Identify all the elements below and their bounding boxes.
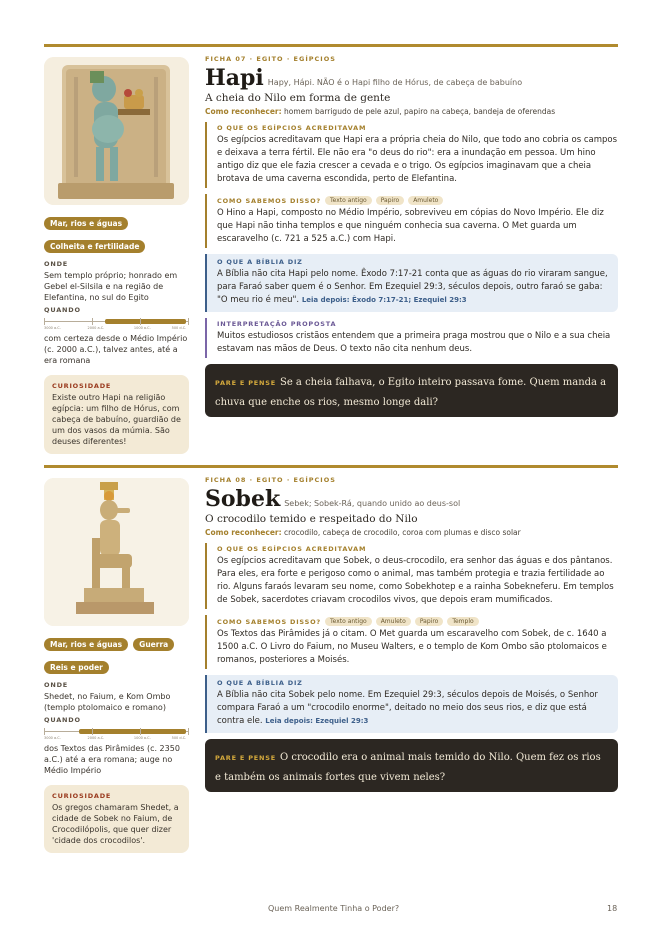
card-kicker: FICHA 08 · EGITO · EGÍPCIOS <box>205 476 336 484</box>
where-label: ONDE <box>44 260 69 268</box>
pare-label: PARE E PENSE <box>215 379 276 387</box>
card-kicker: FICHA 07 · EGITO · EGÍPCIOS <box>205 55 336 63</box>
believed-section <box>205 543 618 609</box>
card-alias: Sebek; Sobek-Rá, quando unido ao deus-sol <box>284 499 461 508</box>
evidence-label: COMO SABEMOS DISSO? <box>217 197 321 205</box>
curiosity-label: CURIOSIDADE <box>52 792 112 800</box>
pare-text: O crocodilo era o animal mais temido do Nilo. Quem fez os rios e também os animais fortes que vivem neles? <box>215 752 601 783</box>
bible-section <box>205 675 618 733</box>
sidebar <box>44 57 189 454</box>
recognize-label: Como reconhecer: <box>205 107 282 116</box>
bible-label: O QUE A BÍBLIA DIZ <box>217 679 303 687</box>
believed-text: Os egípcios acreditavam que Hapi era a própria cheia do Nilo, que todo ano cobria os campos e deixava a terra fértil. Ele não era "o deus do rio": era a inundação em pessoa. Um hino antigo diz que ele fazia crescer a cevada e o trigo. Os egípcios imaginavam que a cheia brotava de uma caverna escondida, perto de Elefantina. <box>217 135 618 184</box>
timeline-tick-label: 1000 a.C. <box>133 326 151 330</box>
tag: Reis e poder <box>44 661 109 674</box>
page-number: 18 <box>607 904 618 913</box>
tag: Mar, rios e águas <box>44 217 128 230</box>
bible-label: O QUE A BÍBLIA DIZ <box>217 258 303 266</box>
tag: Mar, rios e águas <box>44 638 128 651</box>
bible-text: A Bíblia não cita Sobek pelo nome. Em Ezequiel 29:3, séculos depois de Moisés, o Senhor compara Faraó a um "crocodilo enorme", deitado no meio dos seus rios, e diz que está contra ele. <box>217 690 598 726</box>
card-title: Sobek <box>205 486 281 512</box>
recognize-text: homem barrigudo de pele azul, papiro na cabeça, bandeja de oferendas <box>281 107 556 116</box>
bible-reference-link[interactable]: Leia depois: Êxodo 7:17-21; Ezequiel 29:3 <box>301 296 467 304</box>
where-text: Shedet, no Faium, e Kom Ombo (templo ptolomaico e romano) <box>44 692 171 712</box>
timeline <box>44 727 189 741</box>
main-content <box>205 476 618 792</box>
curiosity-box <box>44 375 189 454</box>
pare-text: Se a cheia falhava, o Egito inteiro passava fome. Quem manda a chuva que enche os rios, mesmo longe dali? <box>215 377 607 408</box>
when-text: dos Textos das Pirâmides (c. 2350 a.C.) até a era romana; auge no Médio Império <box>44 744 180 775</box>
footer-title: Quem Realmente Tinha o Poder? <box>268 904 400 913</box>
source-pill: Templo <box>447 617 478 626</box>
top-rule <box>44 44 618 47</box>
evidence-section <box>205 615 618 669</box>
recognize-line <box>205 528 618 537</box>
timeline-tick-label: 1000 a.C. <box>133 736 151 740</box>
curiosity-label: CURIOSIDADE <box>52 382 112 390</box>
evidence-text: Os Textos das Pirâmides já o citam. O Met guarda um escaravelho com Sobek, de c. 1640 a 1500 a.C. O Livro do Faium, no Museu Walters, e o templo de Kom Ombo são ptolomaicos e romanos, posteriores a Moisés. <box>217 629 607 665</box>
timeline-tick-label: 500 d.C. <box>171 326 187 330</box>
source-pill: Texto antigo <box>325 617 372 626</box>
card-subtitle: O crocodilo temido e respeitado do Nilo <box>205 513 418 525</box>
bible-text: A Bíblia não cita Hapi pelo nome. Êxodo 7:17-21 conta que as águas do rio viraram sangue, para Faraó saber quem é o Senhor. Em Ezequiel 29:3, séculos depois, outro faraó se gaba: "O meu rio é meu". <box>217 269 608 305</box>
when-text: com certeza desde o Médio Império (c. 2000 a.C.), talvez antes, até a era romana <box>44 334 188 365</box>
timeline-tick-label: 3000 a.C. <box>44 326 61 330</box>
sidebar <box>44 478 189 853</box>
tag: Guerra <box>133 638 174 651</box>
pare-e-pense-box <box>205 739 618 792</box>
timeline-tick-label: 500 d.C. <box>171 736 187 740</box>
curiosity-text: Os gregos chamaram Shedet, a cidade de Sobek no Faium, de Crocodilópolis, que quer dizer 'cidade dos crocodilos'. <box>52 803 179 845</box>
timeline-tick-label: 2000 a.C. <box>87 736 105 740</box>
where-text: Sem templo próprio; honrado em Gebel el-Silsila e na região de Elefantina, no sul do Egito <box>44 271 178 302</box>
when-label: QUANDO <box>44 306 81 314</box>
evidence-text: O Hino a Hapi, composto no Médio Império, sobreviveu em cópias do Novo Império. Ele diz que Hapi não tinha templos e que ninguém conhecia sua caverna. O Met guarda um escaravelho (c. 721 a 525 a.C.) com Hapi. <box>217 208 604 244</box>
pare-e-pense-box <box>205 364 618 417</box>
when-label: QUANDO <box>44 716 81 724</box>
tag-list <box>44 632 189 678</box>
timeline-bar <box>105 319 186 324</box>
timeline-tick-label: 3000 a.C. <box>44 736 61 740</box>
timeline <box>44 317 189 331</box>
timeline-tick-label: 2000 a.C. <box>87 326 105 330</box>
card-title: Hapi <box>205 65 264 91</box>
source-pill: Papiro <box>376 196 405 205</box>
believed-label: O QUE OS EGÍPCIOS ACREDITAVAM <box>217 124 367 132</box>
bible-reference-link[interactable]: Leia depois: Ezequiel 29:3 <box>265 717 369 725</box>
interpretation-label: INTERPRETAÇÃO PROPOSTA <box>217 320 337 328</box>
where-label: ONDE <box>44 681 69 689</box>
believed-label: O QUE OS EGÍPCIOS ACREDITAVAM <box>217 545 367 553</box>
tag: Colheita e fertilidade <box>44 240 145 253</box>
believed-section <box>205 122 618 188</box>
source-pill: Texto antigo <box>325 196 372 205</box>
source-pill: Amuleto <box>408 196 443 205</box>
sobek-illustration <box>44 478 189 626</box>
curiosity-box <box>44 785 189 853</box>
evidence-label: COMO SABEMOS DISSO? <box>217 618 321 626</box>
bible-section <box>205 254 618 312</box>
pare-label: PARE E PENSE <box>215 754 276 762</box>
evidence-section <box>205 194 618 248</box>
card-alias: Hapy, Hápi. NÃO é o Hapi filho de Hórus, de cabeça de babuíno <box>267 78 523 87</box>
recognize-text: crocodilo, cabeça de crocodilo, coroa com plumas e disco solar <box>281 528 521 537</box>
middle-rule <box>44 465 618 468</box>
tag-list <box>44 211 189 257</box>
interpretation-section <box>205 318 618 358</box>
timeline-bar <box>79 729 186 734</box>
believed-text: Os egípcios acreditavam que Sobek, o deus-crocodilo, era senhor das águas e dos pântanos. Para eles, era forte e perigoso como o animal, mas também protegia e trazia fertilidade ao rio. Alguns faraós levaram seu nome, como Sobekhotep e a rainha Sobekneferu. Em templos de Sobek, sacerdotes criavam crocodilos vivos, que depois eram mumificados. <box>217 556 614 605</box>
hapi-illustration <box>44 57 189 205</box>
interpretation-text: Muitos estudiosos cristãos entendem que a primeira praga mostrou que o Nilo e a sua cheia estavam nas mãos de Deus. O texto não cita nenhum deus. <box>217 331 611 354</box>
recognize-label: Como reconhecer: <box>205 528 282 537</box>
source-pill: Papiro <box>415 617 444 626</box>
curiosity-text: Existe outro Hapi na religião egípcia: um filho de Hórus, com cabeça de babuíno, guardião de um dos vasos da múmia. São deuses diferentes! <box>52 393 181 446</box>
main-content <box>205 55 618 417</box>
recognize-line <box>205 107 618 116</box>
card-subtitle: A cheia do Nilo em forma de gente <box>205 92 391 104</box>
source-pill: Amuleto <box>376 617 411 626</box>
